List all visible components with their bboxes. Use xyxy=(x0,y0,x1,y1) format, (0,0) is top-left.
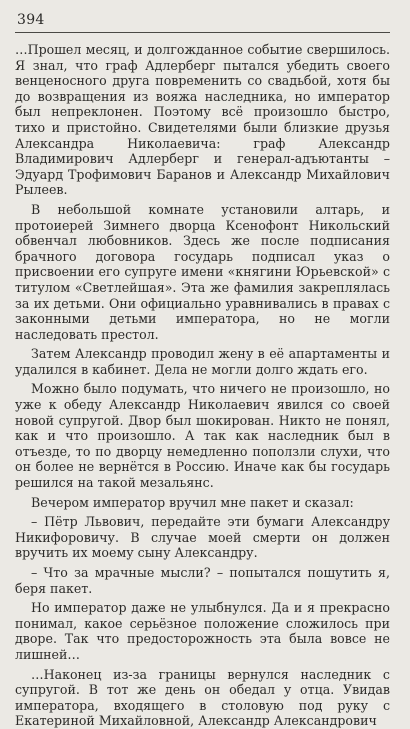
paragraph: – Что за мрачные мысли? – попытался пошутить я, беря пакет. xyxy=(15,565,390,596)
paragraph: В небольшой комнате установили алтарь, и протоиерей Зимнего дворца Ксенофонт Никольский обвенчал любовников. Здесь же после подписания брачного договора государь подписал указ о присвоении его супруге имени «княгини Юрьевской» с титулом «Светлейшая». Эта же фамилия закреплялась за их детьми. Они официально уравнивались в правах с законными детьми императора, но не могли наследовать престол. xyxy=(15,201,390,342)
page-number: 394 xyxy=(17,12,45,28)
paragraph: Но император даже не улыбнулся. Да и я прекрасно понимал, какое серьёзное положение сложилось при дворе. Так что предосторожность эта была вовсе не лишней… xyxy=(15,600,390,662)
paragraph: – Пётр Львович, передайте эти бумаги Александру Никифоровичу. В случае моей смерти он должен вручить их моему сыну Александру. xyxy=(15,514,390,561)
paragraph: Можно было подумать, что ничего не произошло, но уже к обеду Александр Николаевич явился со своей новой супругой. Двор был шокирован. Никто не понял, как и что произошло. А так как наследник был в отъезде, то по дворцу немедленно поползли слухи, что он более не вернётся в Россию. Иначе как бы государь решился на такой мезальянс. xyxy=(15,381,390,491)
paragraph: …Прошел месяц, и долгожданное событие свершилось. Я знал, что граф Адлерберг пытался убедить своего венценосного друга повременить со свадьбой, хотя бы до возвращения из вояжа наследника, но император был непреклонен. Поэтому всё произошло быстро, тихо и пристойно. Свидетелями были близкие друзья Александра Николаевича: граф Александр Владимирович Адлерберг и генерал-адъютанты – Эдуард Трофимович Баранов и Александр Михайлович Рылеев. xyxy=(15,42,390,198)
page-header xyxy=(15,10,390,33)
paragraph: Затем Александр проводил жену в её апартаменты и удалился в кабинет. Дела не могли долго ждать его. xyxy=(15,346,390,377)
body-text xyxy=(15,42,390,729)
paragraph: Вечером император вручил мне пакет и сказал: xyxy=(31,494,354,510)
book-page xyxy=(0,10,410,729)
paragraph: …Наконец из-за границы вернулся наследник с супругой. В тот же день он обедал у отца. Увидав императора, входящего в столовую под руку с Екатериной Михайловной, Александр Александрович xyxy=(15,666,390,729)
